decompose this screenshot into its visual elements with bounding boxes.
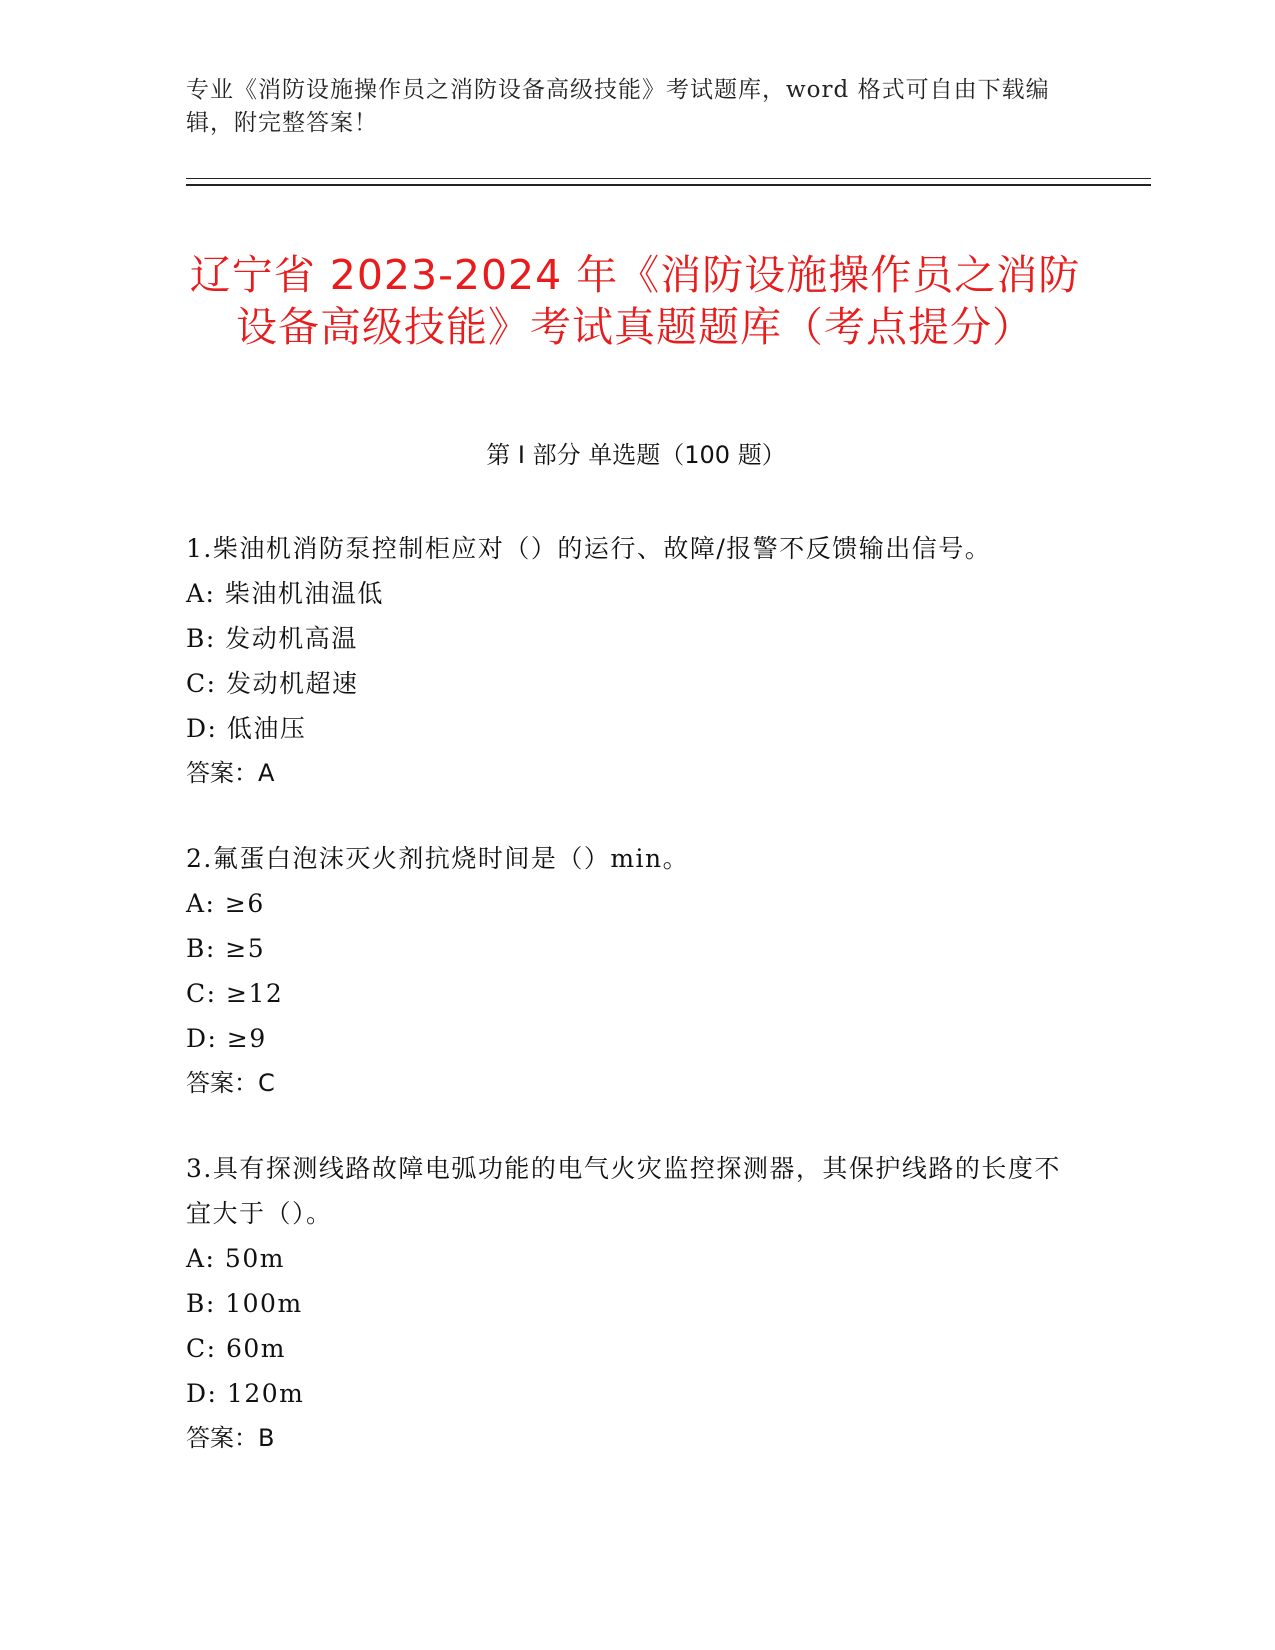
question-stem: 3.具有探测线路故障电弧功能的电气火灾监控探测器，其保护线路的长度不宜大于（）。 bbox=[186, 1154, 1061, 1228]
option-d: D: 低油压 bbox=[186, 714, 307, 743]
header-divider-bottom bbox=[186, 184, 1151, 186]
question-stem: 2.氟蛋白泡沫灭火剂抗烧时间是（）min。 bbox=[186, 844, 690, 873]
option-a: A: ≥6 bbox=[186, 889, 265, 918]
option-b: B: ≥5 bbox=[186, 934, 266, 963]
answer-line: 答案：C bbox=[186, 1069, 275, 1097]
question-stem: 1.柴油机消防泵控制柜应对（）的运行、故障/报警不反馈输出信号。 bbox=[186, 534, 992, 563]
option-b: B: 100m bbox=[186, 1289, 303, 1318]
answer-line: 答案：B bbox=[186, 1424, 275, 1452]
option-a: A: 柴油机油温低 bbox=[186, 579, 384, 608]
option-b: B: 发动机高温 bbox=[186, 624, 358, 653]
option-a: A: 50m bbox=[186, 1244, 285, 1273]
option-d: D: ≥9 bbox=[186, 1024, 267, 1053]
section-heading: 第 I 部分 单选题（100 题） bbox=[486, 441, 786, 469]
option-d: D: 120m bbox=[186, 1379, 305, 1408]
question-item bbox=[186, 836, 1086, 1106]
header-note: 专业《消防设施操作员之消防设备高级技能》考试题库，word 格式可自由下载编辑，附完整答案！ bbox=[186, 77, 1050, 136]
question-list bbox=[186, 526, 1086, 1501]
document-title: 辽宁省 2023-2024 年《消防设施操作员之消防设备高级技能》考试真题题库（考点提分） bbox=[189, 251, 1081, 352]
option-c: C: ≥12 bbox=[186, 979, 284, 1008]
option-c: C: 60m bbox=[186, 1334, 287, 1363]
question-item bbox=[186, 1146, 1086, 1461]
question-item bbox=[186, 526, 1086, 796]
header-divider-top bbox=[186, 178, 1151, 179]
answer-line: 答案：A bbox=[186, 759, 275, 787]
option-c: C: 发动机超速 bbox=[186, 669, 359, 698]
